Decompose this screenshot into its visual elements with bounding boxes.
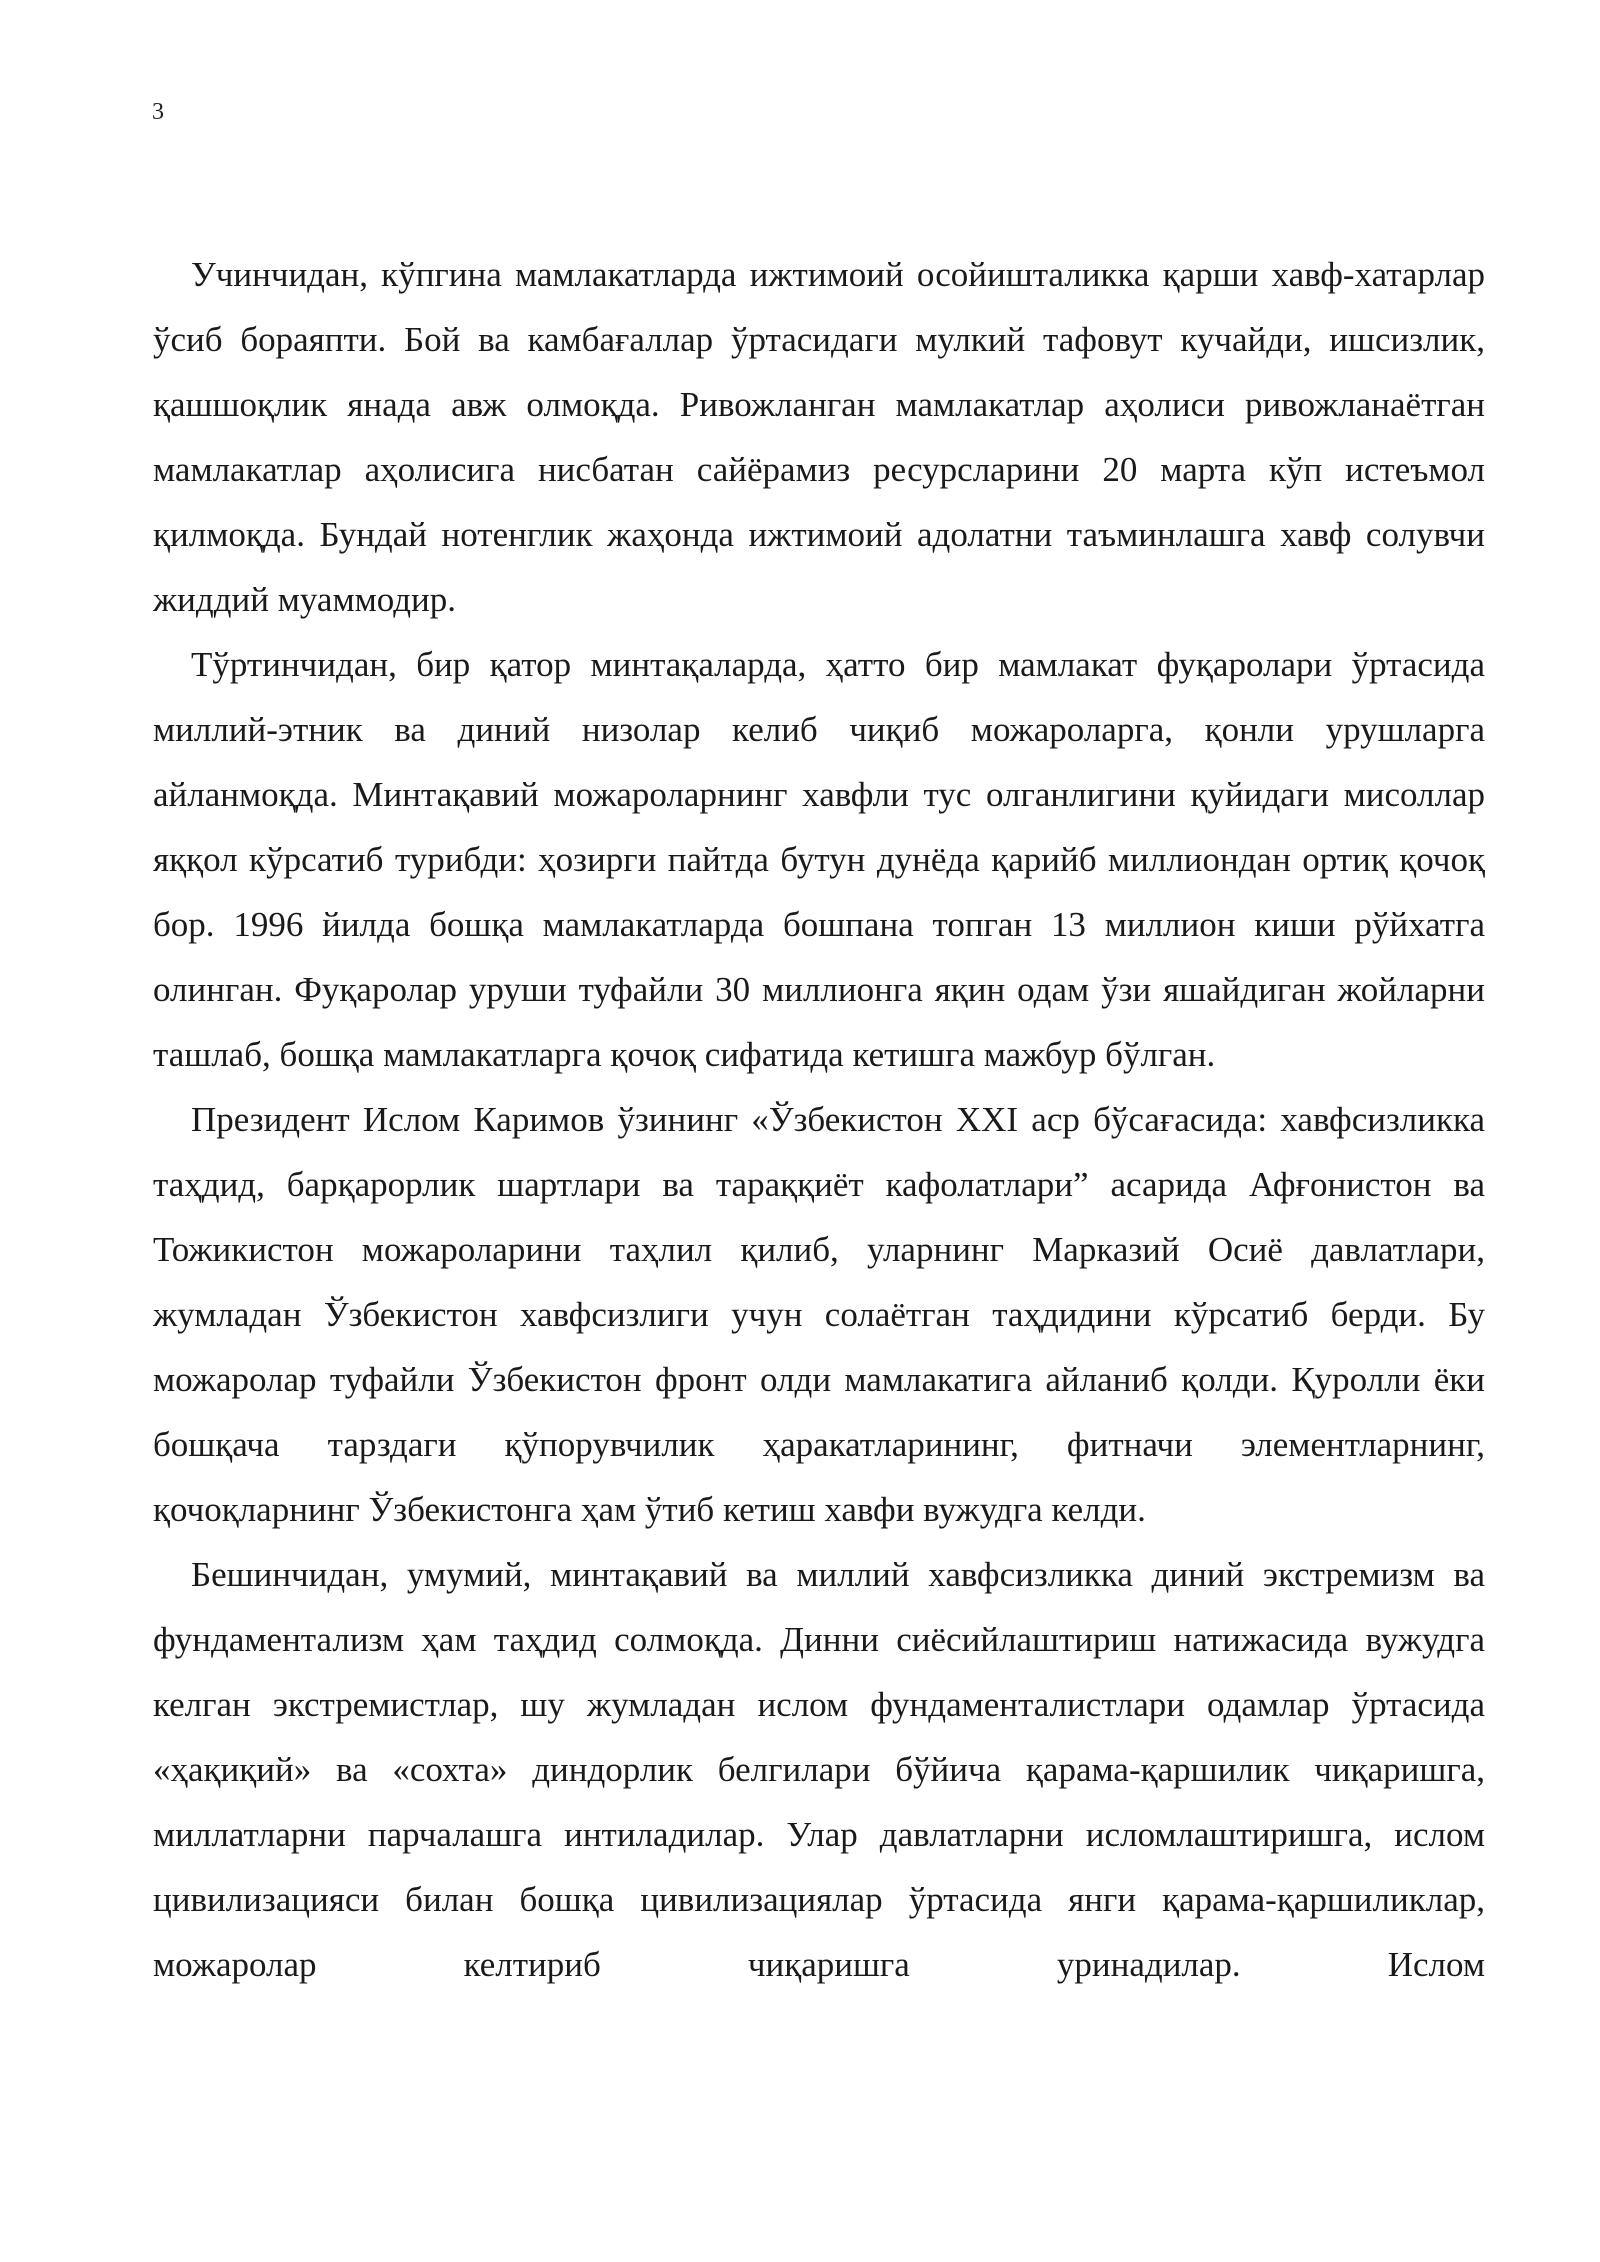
body-text — [153, 242, 1485, 1997]
paragraph-4: Бешинчидан, умумий, минтақавий ва миллий хавфсизликка диний экстремизм ва фундаментализм ҳам таҳдид солмоқда. Динни сиёсийлаштириш натижасида вужудга келган экстремистлар, шу жумладан ислом фундаменталистлари одамлар ўртасида «ҳақиқий» ва «сохта» диндорлик белгилари бўйича қарама-қаршилик чиқаришга, миллатларни парчалашга интиладилар. Улар давлатларни исломлаштиришга, ислом цивилизацияси билан бошқа цивилизациялар ўртасида янги қарама-қаршиликлар, можаролар келтириб чиқаришга уринадилар. Ислом — [153, 1555, 1485, 1984]
paragraph-2: Тўртинчидан, бир қатор минтақаларда, ҳатто бир мамлакат фуқаролари ўртасида миллий-этник ва диний низолар келиб чиқиб можароларга, қонли урушларга айланмоқда. Минтақавий можароларнинг хавфли тус олганлигини қуйидаги мисоллар яққол кўрсатиб турибди: ҳозирги пайтда бутун дунёда қарийб миллиондан ортиқ қочоқ бор. 1996 йилда бошқа мамлакатларда бошпана топган 13 миллион киши рўйхатга олинган. Фуқаролар уруши туфайли 30 миллионга яқин одам ўзи яшайдиган жойларни ташлаб, бошқа мамлакатларга қочоқ сифатида кетишга мажбур бўлган. — [153, 645, 1485, 1074]
paragraph-3: Президент Ислом Каримов ўзининг «Ўзбекистон XXI аср бўсағасида: хавфсизликка таҳдид, барқарорлик шартлари ва тараққиёт кафолатлари” асарида Афғонистон ва Тожикистон можароларини таҳлил қилиб, уларнинг Марказий Осиё давлатлари, жумладан Ўзбекистон хавфсизлиги учун солаётган таҳдидини кўрсатиб берди. Бу можаролар туфайли Ўзбекистон фронт олди мамлакатига айланиб қолди. Қуролли ёки бошқача тарздаги қўпорувчилик ҳаракатларининг, фитначи элементларнинг, қочоқларнинг Ўзбекистонга ҳам ўтиб кетиш хавфи вужудга келди. — [153, 1100, 1485, 1529]
page-number: 3 — [152, 99, 164, 125]
paragraph-1: Учинчидан, кўпгина мамлакатларда ижтимоий осойишталикка қарши хавф-хатарлар ўсиб бораяпти. Бой ва камбағаллар ўртасидаги мулкий тафовут кучайди, ишсизлик, қашшоқлик янада авж олмоқда. Ривожланган мамлакатлар аҳолиси ривожланаётган мамлакатлар аҳолисига нисбатан сайёрамиз ресурсларини 20 марта кўп истеъмол қилмоқда. Бундай нотенглик жаҳонда ижтимоий адолатни таъминлашга хавф солувчи жиддий муаммодир. — [153, 255, 1485, 619]
